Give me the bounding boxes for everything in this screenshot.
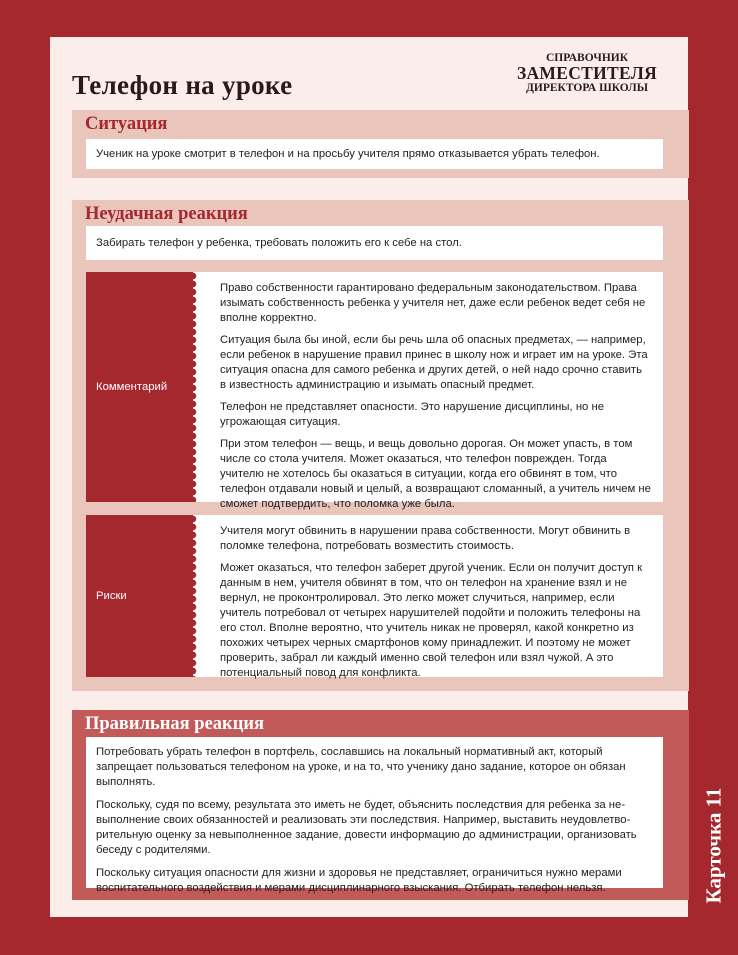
comment-paragraph: При этом телефон — вещь, и вещь довольно дорогая. Он может упасть, в том числе со стола учителя. Может оказаться, что телефон поврежден. Тогда учителю не хотелось бы оказаться в ситуации, когда его обвинят в том, что телефон отдавали новый и целый, а возвращают сломанный, а учитель ничем не сможет подтвердить, что поломка уже была.: [220, 438, 651, 510]
correct-reaction-section: [72, 710, 689, 900]
page-title: Телефон на уроке: [72, 70, 293, 100]
header: [50, 37, 688, 107]
risks-paragraph: Учителя могут обвинить в нарушении права собственности. Могут обвинить в поломке телефона, потребовать возместить стоимость.: [220, 525, 631, 552]
correct-paragraph: Потребовать убрать телефон в портфель, сославшись на локальный нормативный акт, который запрещает пользоваться телефоном на уроке, и на то, что ученику дано задание, которое он обязан выполнять.: [96, 746, 626, 788]
comment-paragraph: Телефон не представляет опасности. Это нарушение дисциплины, но не угрожающая ситуация.: [220, 401, 604, 428]
correct-paragraph: Поскольку, судя по всему, результата это иметь не будет, объяснить последствия для ребенка за не-выполнение своих обязанностей и реализовать эти последствия. Например, выставить неудовлетво-рительную оценку за невыполненное задание, довести информацию до администрации, организовать беседу с родителями.: [96, 799, 637, 856]
correct-paragraph: Поскольку ситуация опасности для жизни и здоровья не представляет, ограничиться нужно мерами воспитательного воздействия и мерами дисциплинарного взыскания. Отбирать телефон нельзя.: [96, 867, 622, 894]
comment-paragraph: Право собственности гарантировано федеральным законодательством. Права изымать собственность ребенка у учителя нет, даже если ребенок ведет себя не вполне корректно.: [220, 282, 646, 324]
comment-label: Комментарий: [86, 272, 193, 502]
perforation-edge: [193, 272, 201, 502]
bad-reaction-text: Забирать телефон у ребенка, требовать положить его к себе на стол.: [86, 226, 663, 260]
situation-title: Ситуация: [85, 114, 168, 134]
risks-text: [201, 515, 663, 677]
bad-reaction-section: [72, 200, 689, 691]
correct-reaction-text: [86, 737, 663, 894]
perforation-edge: [193, 515, 201, 677]
comment-text: [201, 272, 663, 510]
comment-block: [86, 272, 663, 510]
brand-line-1: СПРАВОЧНИК: [545, 52, 629, 64]
risks-paragraph: Может оказаться, что телефон заберет другой ученик. Если он получит доступ к данным в нем, учителя обвинят в том, что он телефон на хранение взял и не вернул, не проконтролировал. Это легко может случиться, например, если учитель потребовал от четырех нарушителей подойти и положить телефоны на его стол. Вполне вероятно, что учитель никак не проверял, какой конкретно из похожих четырех черных смартфонов кому принадлежит. И поэтому не может проверить, забрал ли каждый именно свой телефон или взял чужой. А это потенциальный повод для конфликта.: [220, 562, 643, 679]
page: [50, 37, 688, 917]
card-number-label: Карточка 11: [701, 786, 726, 904]
risks-block: [86, 515, 663, 677]
bad-reaction-title: Неудачная реакция: [85, 204, 248, 224]
situation-section: [72, 110, 689, 178]
brand-line-3: ДИРЕКТОРА ШКОЛЫ: [525, 82, 648, 95]
situation-text: Ученик на уроке смотрит в телефон и на просьбу учителя прямо отказывается убрать телефон.: [86, 139, 663, 169]
risks-label: Риски: [86, 515, 193, 677]
brand-logo: [512, 52, 662, 95]
correct-reaction-title: Правильная реакция: [85, 714, 265, 734]
comment-paragraph: Ситуация была бы иной, если бы речь шла об опасных предметах, — например, если ребенок в нарушение правил принес в школу нож и играет им на уроке. Эта ситуация опасна для самого ребенка и других детей, о ней надо срочно ставить в известность администрацию и изымать опасный предмет.: [220, 334, 648, 391]
brand-line-2: ЗАМЕСТИТЕЛЯ: [516, 63, 658, 84]
